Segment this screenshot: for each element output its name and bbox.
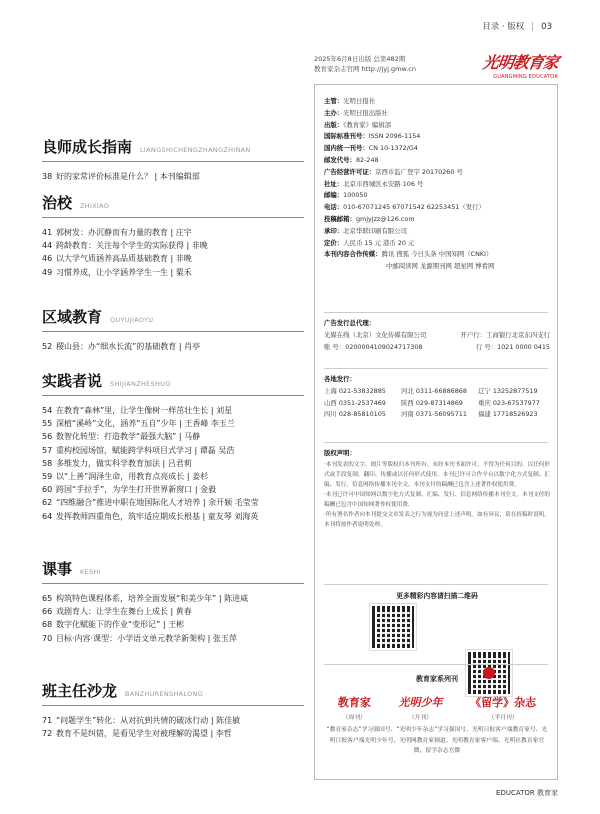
toc-section [42, 306, 304, 353]
section-title: 课事 [42, 560, 73, 578]
distribution-contact: 陕西 029-87314869 [401, 398, 463, 407]
info-value: 82-248 [355, 155, 379, 164]
section-title: 治校 [42, 194, 73, 212]
logo-english: GUANGMING EDUCATOR [493, 74, 558, 80]
section-heading [42, 192, 304, 213]
toc-entry-title: 重构校园场馆，赋能跨学科项目式学习 | 谭磊 吴浩 [56, 445, 235, 455]
series-magazine[interactable] [338, 694, 371, 721]
toc-page-number: 72 [42, 729, 53, 739]
toc-page-number: 60 [42, 485, 53, 495]
distribution-contact: 河北 0311-66886868 [401, 386, 467, 395]
info-key: 邮编： [324, 191, 344, 200]
copyright-title: 版权声明： [324, 449, 356, 457]
divider [324, 664, 548, 665]
section-pinyin: BANZHURENSHALONG [125, 690, 204, 698]
info-value: 光明日报出版社 [343, 108, 388, 117]
distribution-row [324, 386, 550, 398]
toc-entry-title: 戏剧育人：让学生在舞台上成长 | 黄春 [56, 607, 192, 617]
ad-agent-account: 账 号：0200004109024717308 [324, 342, 423, 351]
info-value: gmjyjzz@126.com [355, 214, 415, 223]
toc-page-number: 38 [42, 172, 53, 181]
info-key: 国际标准刊号： [324, 132, 369, 141]
info-value: 北京市西城区永安路 106 号 [343, 179, 424, 188]
info-row [324, 120, 550, 132]
info-row [324, 96, 550, 108]
info-value: 腾讯 搜狐 今日头条 中国知网（CNKI） [381, 250, 493, 259]
toc-entry-title: 好的家常评价标准是什么？ | 本刊编辑部 [56, 172, 200, 181]
info-value: 《教育家》编辑部 [343, 120, 392, 129]
toc-entry[interactable] [42, 632, 304, 645]
section-rule [42, 161, 304, 162]
toc-entry[interactable] [42, 592, 304, 605]
distribution-row [324, 409, 550, 421]
brand-logo [458, 50, 558, 80]
info-key: 国内统一刊号： [324, 144, 369, 153]
section-rule [42, 705, 304, 706]
info-key: 广告经营许可证： [324, 167, 376, 176]
toc-entry[interactable] [42, 714, 304, 727]
toc-entry[interactable] [42, 470, 304, 483]
toc-entry-title: 以“上善”润泽生命，用教育点亮成长 | 姜杉 [56, 472, 209, 482]
copyright-para-2: ·本刊已许可中国知网以数字化方式复制、汇编、发行、信息网络传播本刊全文。本刊支付的稿酬已包含中国知网著作权使用费。 [324, 491, 550, 508]
info-key: 本刊内容合作传媒： [324, 250, 382, 259]
ad-agent-bank: 开户行：工商银行北京东四支行 [460, 330, 550, 339]
toc-entry-title: 以大学气质涵养高品质基础教育 | 非晚 [56, 254, 192, 264]
toc-page-number: 55 [42, 419, 53, 429]
running-header: 目录 · 版权 | 03 [482, 22, 552, 32]
section-title: 实践者说 [42, 372, 103, 390]
toc-section [42, 192, 304, 279]
divider [324, 312, 548, 313]
magazine-frequency: （周刊） [342, 715, 366, 721]
section-heading [42, 370, 304, 391]
ad-agent-company: 光媒在线（北京）文化传媒有限公司 [324, 330, 427, 339]
ad-agent-title: 广告发行总代理： [324, 319, 376, 327]
section-rule [42, 331, 304, 332]
header-nav: 目录 · 版权 [482, 22, 525, 32]
toc-entry[interactable] [42, 252, 304, 265]
section-heading [42, 680, 304, 701]
toc-entry[interactable] [42, 430, 304, 443]
info-value: 光明日报社 [343, 97, 376, 105]
info-value: 北京华联印刷有限公司 [343, 226, 408, 235]
toc-page-number: 44 [42, 241, 53, 251]
info-row [324, 249, 550, 261]
toc-section [42, 370, 304, 523]
toc-page-number: 64 [42, 511, 53, 521]
toc-entry[interactable] [42, 226, 304, 239]
info-value: ISSN 2096-1154 [368, 132, 421, 141]
toc-page-number: 57 [42, 445, 53, 455]
ad-agent [324, 318, 550, 353]
info-key: 邮发代号： [324, 155, 356, 164]
section-heading [42, 136, 304, 157]
magazine-frequency: （半月刊） [488, 715, 518, 721]
info-row [324, 214, 550, 226]
divider [324, 368, 548, 369]
info-key: 电话： [324, 203, 344, 212]
toc-entry-title: 教育不是纠错，是看见学生对被理解的渴望 | 李哲 [56, 729, 232, 739]
toc-entry-title: 在教育“森林”里，让学生像树一样茁壮生长 | 刘星 [56, 406, 233, 415]
section-pinyin: QUYUJIAOYU [110, 316, 154, 324]
section-title: 区域教育 [42, 308, 103, 326]
masthead-info [324, 96, 550, 273]
distribution-contact: 辽宁 13252877519 [478, 386, 538, 395]
info-value: 京西市监广登字 20170260 号 [375, 167, 463, 176]
toc-entry-title: 目标·内容·课型：小学语文单元教学新架构 | 张玉萍 [56, 633, 237, 643]
toc-page-number: 62 [42, 498, 53, 508]
toc-entry[interactable] [42, 727, 304, 740]
info-row [324, 238, 550, 250]
toc-page-number: 54 [42, 406, 53, 415]
magazine-name: 《留学》杂志 [470, 696, 537, 709]
info-key: 社址： [324, 179, 344, 188]
info-key: 承印： [324, 226, 344, 235]
toc-section [42, 558, 304, 645]
toc-page-number: 65 [42, 594, 53, 603]
toc-entry[interactable] [42, 457, 304, 470]
toc-entry[interactable] [42, 340, 304, 353]
toc-entry-title: 稷山县：办“细水长流”的基础教育 | 肖亭 [56, 342, 201, 351]
series-magazine[interactable] [470, 694, 536, 721]
magazine-name: 光明少年 [398, 696, 443, 709]
info-row [324, 131, 550, 143]
series-section [324, 674, 550, 757]
toc-entry-title: 数字化赋能下的作业“变形记” | 王彬 [56, 620, 185, 630]
copyright-para-1: ·本刊发表的文字、图片等版权归本刊所有。未经本刊书面许可，不得为任何目的、以任何形式或手段复制、翻印、传播或以任何形式使用。本刊已许可合作平台以数字化方式复制、汇编、发行、信息网络传播本刊全文。本刊支付的稿酬已包含上述著作权使用费。 [324, 461, 550, 488]
toc-page-number: 59 [42, 472, 53, 482]
distribution [324, 374, 550, 421]
distribution-contact: 福建 17718526923 [478, 410, 538, 419]
section-title: 班主任沙龙 [42, 682, 118, 700]
copyright-para-3: ·所有署名作者向本刊提交文章发表之行为视为同意上述声明。如有异议，请在投稿时说明，本刊将按作者说明处理。 [324, 511, 550, 528]
info-key: 主管： [324, 97, 344, 105]
section-rule [42, 395, 304, 396]
info-key: 定价： [324, 238, 344, 247]
toc-page-number: 70 [42, 633, 53, 643]
info-row [324, 190, 550, 202]
distribution-title: 各地发行： [324, 375, 356, 383]
info-row [324, 179, 550, 191]
toc-entry[interactable] [42, 483, 304, 496]
divider [324, 442, 548, 443]
series-note: “教育家杂志”学习强国号、“光明少年杂志”学习强国号、光明日报客户端教育家号、光明日报客户端光明少年号、光明网教育家频道、光明教育家客户端、光明社教育家官微、留学杂志官微 [326, 727, 548, 754]
info-row [324, 202, 550, 214]
toc-entry[interactable] [42, 239, 304, 252]
footer: EDUCATOR 教育家 [496, 789, 558, 797]
info-value: CN 10-1372/G4 [368, 144, 418, 153]
toc-page-number: 41 [42, 228, 53, 237]
distribution-contact: 山西 0351-2537469 [324, 398, 386, 407]
ad-agent-bank-code: 行 号：1021 0000 0415 [475, 342, 550, 351]
toc-section [42, 136, 304, 183]
toc-page-number: 58 [42, 458, 53, 468]
section-title: 良师成长指南 [42, 138, 133, 156]
toc-entry-title: “四维融合”推进中职在地国际化人才培养 | 余开颖 毛莹莹 [56, 498, 259, 508]
magazine-frequency: （月刊） [408, 715, 433, 721]
toc-entry[interactable] [42, 496, 304, 509]
toc-page-number: 49 [42, 267, 53, 277]
logo-wordmark: 光明教育家 [481, 53, 560, 72]
toc-entry[interactable] [42, 618, 304, 631]
toc-section [42, 680, 304, 740]
toc-entry-title: “问题学生”转化：从对抗到共情的破冰行动 | 陈佳敏 [56, 716, 241, 725]
issue-date: 2025年6月8日出版 总第482期 [314, 55, 406, 63]
toc-entry-title: 发挥教师四重角色，筑牢适应期成长根基 | 童友琴 刘海英 [56, 511, 259, 521]
distribution-row [324, 398, 550, 410]
qr-code-website[interactable] [370, 604, 416, 650]
toc-entry-title: 构筑特色课程体系，培养全面发展“和美少年” | 陈进威 [56, 594, 249, 603]
toc-entry[interactable] [42, 404, 304, 417]
section-heading [42, 558, 304, 579]
section-pinyin: LIANGSHICHENGZHANGZHINAN [140, 146, 251, 154]
section-heading [42, 306, 304, 327]
info-row [324, 226, 550, 238]
qr-title: 更多精彩内容请扫描二维码 [396, 592, 478, 600]
toc-page-number: 68 [42, 620, 53, 630]
toc-entry-title: 跨国“手拉手”，为学生打开世界新窗口 | 金毅 [56, 485, 217, 495]
info-row [324, 167, 550, 179]
distribution-contact: 重庆 023-67537977 [478, 398, 540, 407]
toc-entry[interactable] [42, 510, 304, 523]
section-rule [42, 217, 304, 218]
divider [324, 584, 548, 585]
distribution-contact: 四川 028-85810105 [324, 410, 386, 419]
toc-entry-title: 习惯养成，让小学涵养学生一生 | 粟禾 [56, 267, 192, 277]
toc-entry[interactable] [42, 417, 304, 430]
toc-entry-title: 数智化转型：打造教学“最强大脑” | 马静 [56, 432, 201, 442]
toc-entry-title: 多维发力，做实科学教育加法 | 吕君莉 [56, 458, 192, 468]
website[interactable]: 教育家杂志官网 http://jyj.gmw.cn [314, 65, 416, 73]
toc-entry-title: 跨龄教育：关注每个学生的实际获得 | 非晚 [56, 241, 208, 251]
toc-page-number: 71 [42, 716, 53, 725]
distribution-contact: 上海 021-53832885 [324, 386, 386, 395]
info-key: 出版： [324, 120, 344, 129]
info-row [324, 143, 550, 155]
info-value: 100050 [343, 191, 368, 200]
toc-page-number: 52 [42, 342, 53, 351]
section-rule [42, 583, 304, 584]
section-pinyin: ZHIXIAO [80, 202, 110, 210]
info-key: 主办： [324, 108, 344, 117]
section-pinyin: KESHI [80, 568, 101, 576]
info-row [324, 155, 550, 167]
section-pinyin: SHIJIANZHESHUO [110, 380, 171, 388]
distribution-contact: 河南 0371-56095711 [401, 410, 467, 419]
info-value: 010-67071245 67071542 62253451（发行） [343, 203, 485, 212]
toc-entry[interactable] [42, 170, 304, 183]
magazine-name: 教育家 [337, 696, 371, 709]
toc-entry[interactable] [42, 605, 304, 618]
info-value: 人民币 15 元 港币 20 元 [343, 238, 415, 247]
toc-page-number: 56 [42, 432, 53, 442]
info-row [324, 108, 550, 120]
toc-page-number: 66 [42, 607, 53, 617]
series-magazine[interactable] [398, 694, 442, 721]
toc-entry-title: 郭树发：办沉静而有力量的教育 | 庄宇 [56, 228, 192, 237]
page-number: 03 [541, 22, 552, 32]
info-key: 投稿邮箱： [324, 214, 356, 223]
toc-entry[interactable] [42, 444, 304, 457]
series-title: 教育家系列刊 [416, 675, 458, 683]
toc-entry[interactable] [42, 266, 304, 279]
media-partners-line2: 中邮阅读网 龙源期刊网 超星网 博看网 [386, 262, 495, 271]
toc-page-number: 46 [42, 254, 53, 264]
copyright-statement [324, 448, 550, 530]
toc-entry-title: 深植“溪岭”文化，涵养“五自”少年 | 王香峰 李玉兰 [56, 419, 235, 429]
